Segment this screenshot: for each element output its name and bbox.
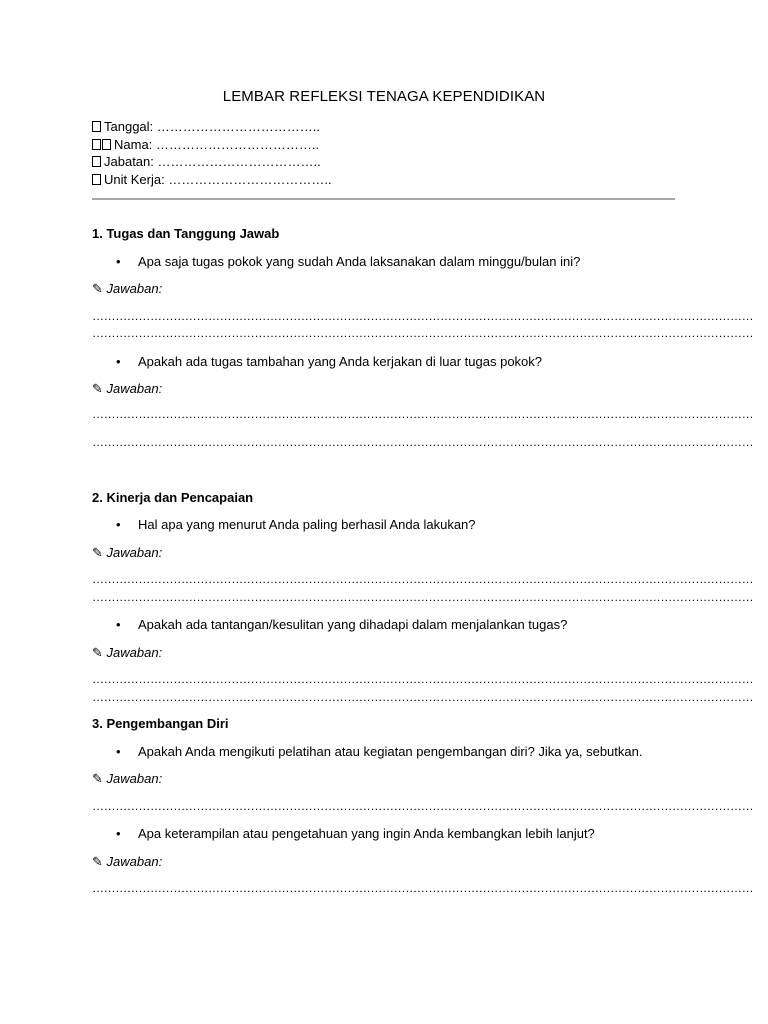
field-label: Nama: — [114, 136, 153, 152]
answer-line[interactable]: ……………………………………………………………………………………………………………………………………………………… — [92, 326, 754, 340]
pencil-icon: ✎ — [92, 281, 103, 296]
question-text: Hal apa yang menurut Anda paling berhasil Anda lakukan? — [138, 517, 476, 532]
answer-line[interactable]: ……………………………………………………………………………………………………………………………………………………… — [92, 799, 754, 813]
field-fill: ……………………………….. — [156, 119, 321, 134]
question — [116, 354, 542, 369]
question-text: Apakah ada tantangan/kesulitan yang dihadapi dalam menjalankan tugas? — [138, 617, 568, 632]
answer-label-text: Jawaban: — [106, 771, 163, 786]
section-heading: 3. Pengembangan Diri — [92, 716, 229, 731]
pencil-icon: ✎ — [92, 381, 103, 396]
answer-line[interactable]: ……………………………………………………………………………………………………………………………………………………… — [92, 881, 754, 895]
bullet-icon: • — [116, 744, 121, 759]
question — [116, 254, 580, 269]
answer-label-text: Jawaban: — [106, 381, 163, 396]
answer-line[interactable]: ……………………………………………………………………………………………………………………………………………………… — [92, 435, 754, 449]
answer-line[interactable]: ……………………………………………………………………………………………………………………………………………………… — [92, 309, 754, 323]
bullet-icon: • — [116, 254, 121, 269]
field-unit-kerja[interactable] — [92, 171, 332, 189]
answer-label-text: Jawaban: — [106, 645, 163, 660]
bullet-icon: • — [116, 826, 121, 841]
question-text: Apakah ada tugas tambahan yang Anda kerjakan di luar tugas pokok? — [138, 354, 543, 369]
question — [116, 826, 595, 841]
field-nama[interactable] — [92, 136, 332, 154]
field-fill: ……………………………….. — [157, 154, 321, 169]
calendar-icon — [92, 121, 101, 132]
answer-line[interactable]: ……………………………………………………………………………………………………………………………………………………… — [92, 690, 754, 704]
question-text: Apa keterampilan atau pengetahuan yang ingin Anda kembangkan lebih lanjut? — [138, 826, 595, 841]
section-heading: 1. Tugas dan Tanggung Jawab — [92, 226, 280, 241]
answer-label — [92, 854, 162, 870]
answer-label — [92, 771, 162, 787]
person-icon-secondary — [102, 139, 111, 150]
field-fill: ……………………………….. — [155, 136, 320, 152]
field-label: Unit Kerja: — [104, 171, 165, 187]
field-tanggal[interactable] — [92, 118, 332, 136]
section-heading: 2. Kinerja dan Pencapaian — [92, 490, 254, 505]
pencil-icon: ✎ — [92, 854, 103, 869]
field-jabatan[interactable] — [92, 153, 332, 171]
divider — [92, 198, 675, 200]
pencil-icon: ✎ — [92, 545, 103, 560]
briefcase-icon — [92, 156, 101, 167]
question — [116, 617, 567, 632]
field-label: Jabatan: — [104, 154, 154, 169]
question — [116, 517, 476, 532]
person-icon — [92, 139, 101, 150]
answer-label — [92, 381, 162, 397]
pencil-icon: ✎ — [92, 771, 103, 786]
answer-label — [92, 281, 162, 297]
question — [116, 744, 642, 759]
answer-label-text: Jawaban: — [106, 854, 163, 869]
question-text: Apakah Anda mengikuti pelatihan atau kegiatan pengembangan diri? Jika ya, sebutkan. — [138, 744, 643, 759]
answer-label-text: Jawaban: — [106, 545, 163, 560]
bullet-icon: • — [116, 354, 121, 369]
answer-line[interactable]: ……………………………………………………………………………………………………………………………………………………… — [92, 590, 754, 604]
page-title: LEMBAR REFLEKSI TENAGA KEPENDIDIKAN — [222, 88, 546, 105]
identity-fields — [92, 118, 332, 188]
answer-label-text: Jawaban: — [106, 281, 163, 296]
question-text: Apa saja tugas pokok yang sudah Anda laksanakan dalam minggu/bulan ini? — [138, 254, 581, 269]
building-icon — [92, 174, 101, 185]
answer-line[interactable]: ……………………………………………………………………………………………………………………………………………………… — [92, 672, 754, 686]
field-label: Tanggal: — [104, 119, 154, 134]
answer-line[interactable]: ……………………………………………………………………………………………………………………………………………………… — [92, 572, 754, 586]
bullet-icon: • — [116, 617, 121, 632]
bullet-icon: • — [116, 517, 121, 532]
answer-label — [92, 645, 162, 661]
answer-line[interactable]: ……………………………………………………………………………………………………………………………………………………… — [92, 407, 754, 421]
pencil-icon: ✎ — [92, 645, 103, 660]
field-fill: ……………………………….. — [168, 171, 332, 187]
answer-label — [92, 545, 162, 561]
